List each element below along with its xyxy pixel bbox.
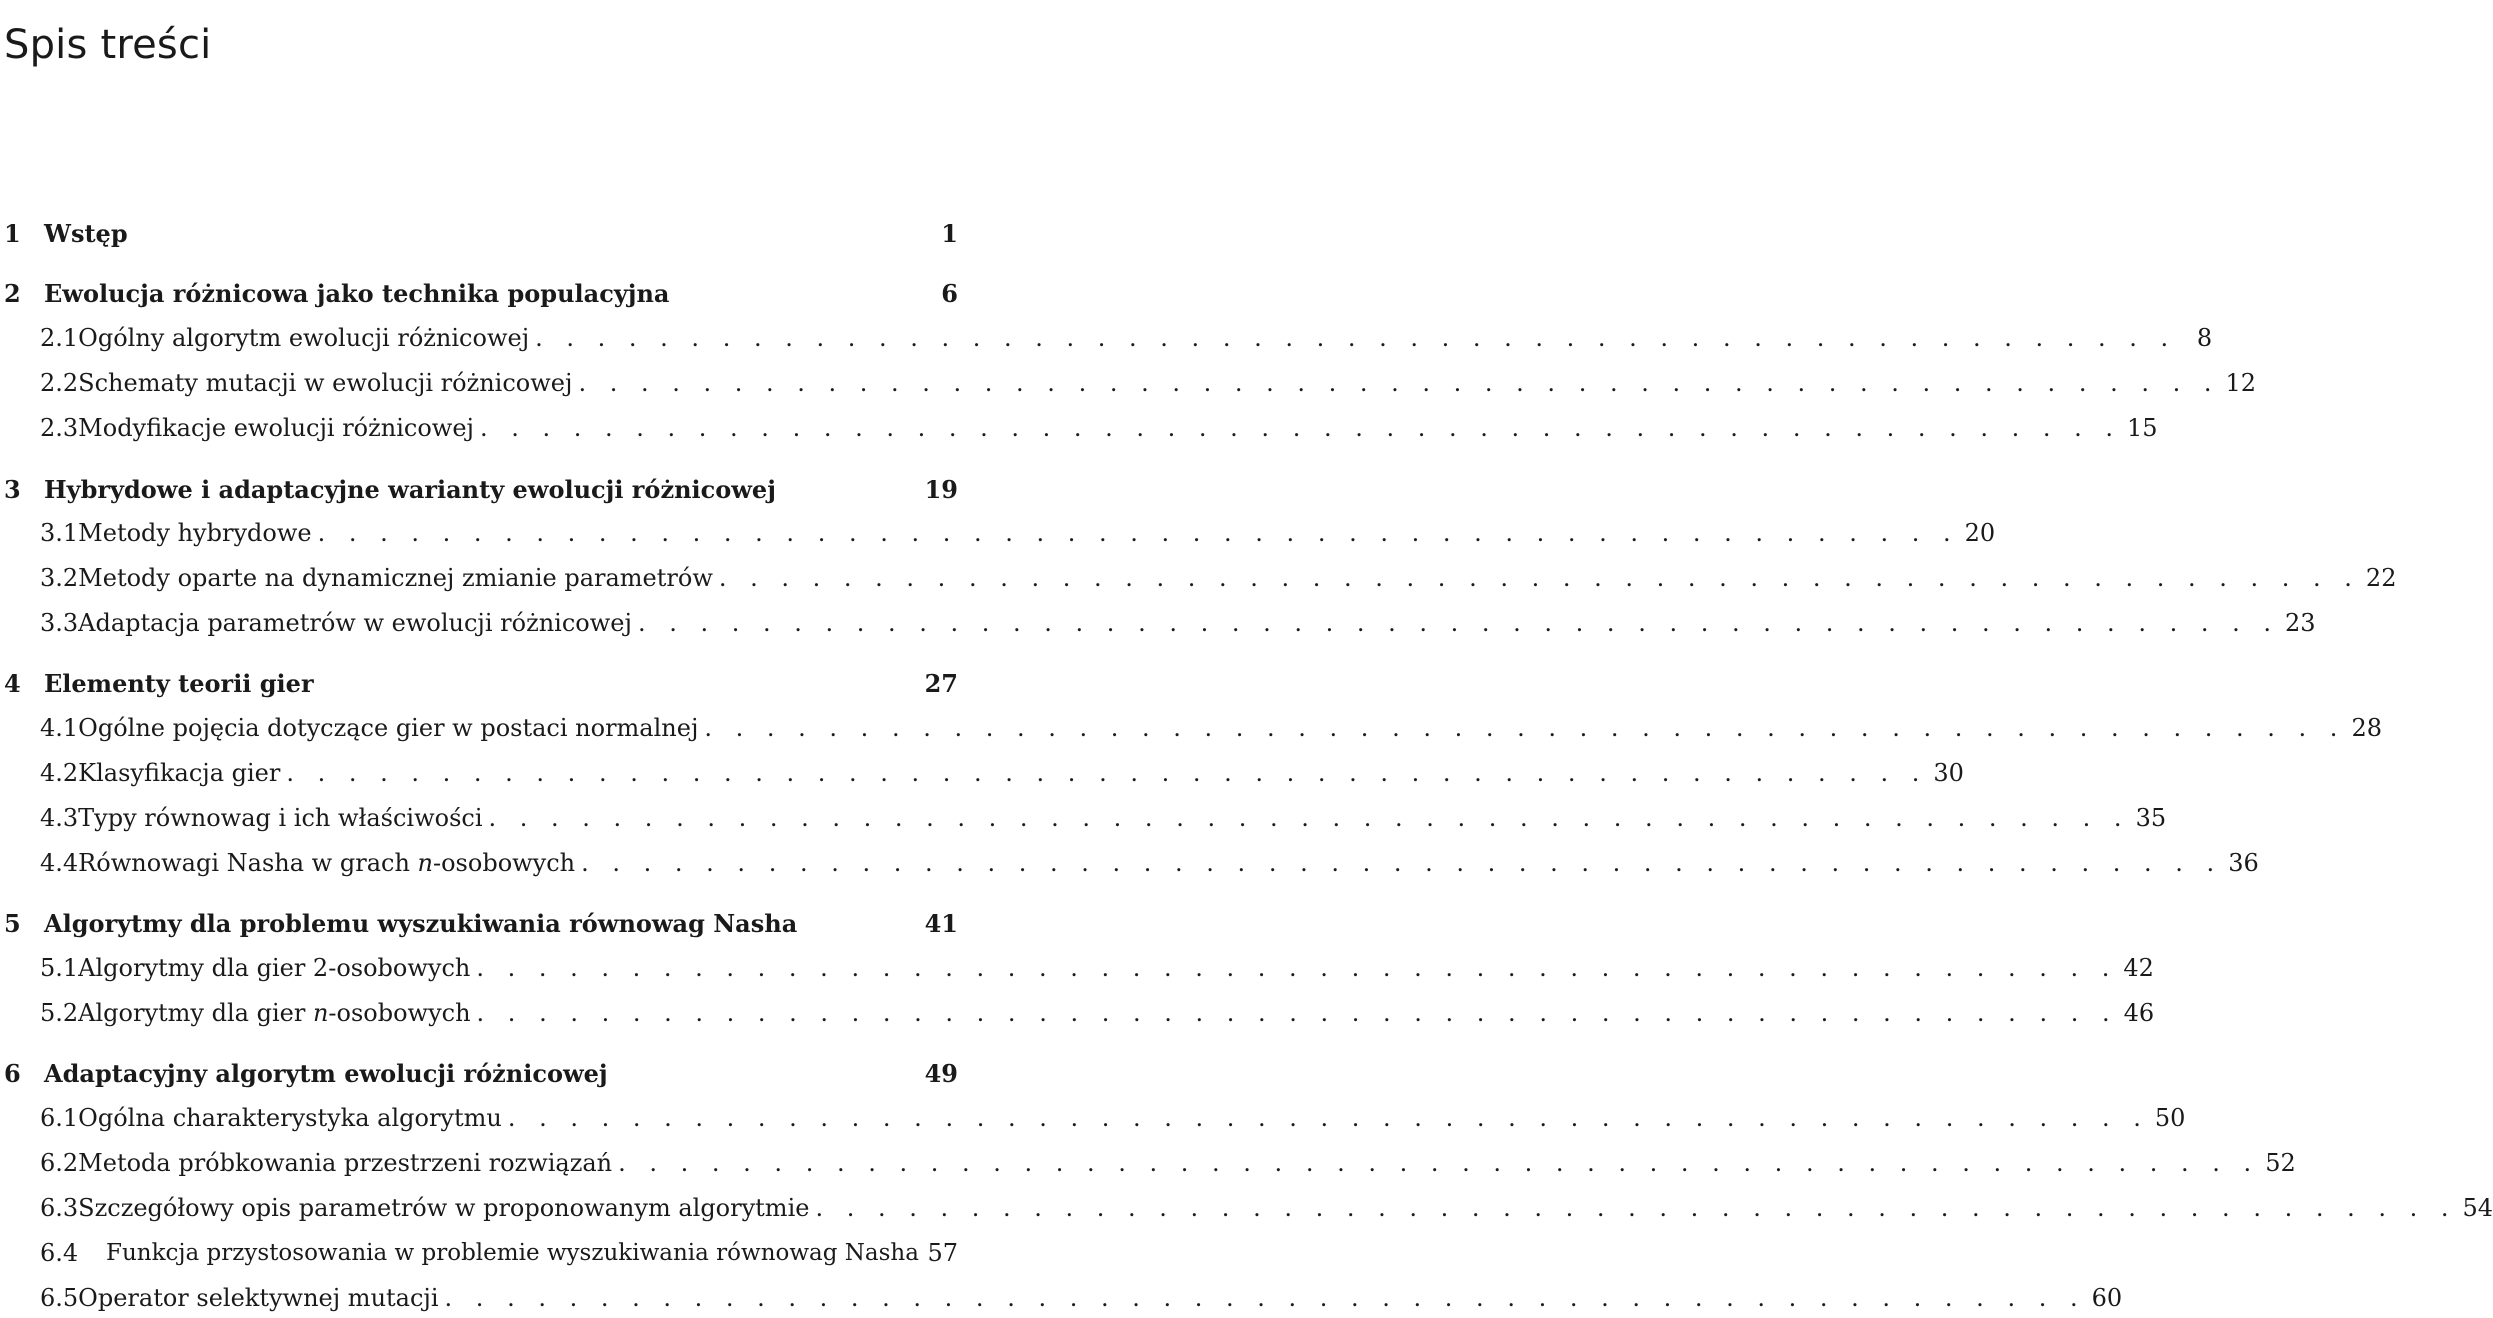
toc-section[interactable] (0, 318, 2213, 358)
toc-chapter[interactable] (0, 273, 958, 313)
entry-title: Operator selektywnej mutacji (78, 1284, 439, 1312)
entry-number: 2 (4, 278, 21, 308)
dot-leader: . . . . . . . . . . . . . . . . . . . . . . . . . . . . . . . . . . . . . . . . . . . . . . . . . . . . . (286, 759, 1928, 787)
entry-number: 6.3 (40, 1194, 79, 1222)
entry-title: Metoda próbkowania przestrzeni rozwiązań (78, 1149, 613, 1177)
dot-leader: . . . . . . . . . . . . . . . . . . . . . . . . . . . . . . . . . . . . . . . . . . . . . . . . . . . . . (476, 954, 2118, 982)
entry-page: 19 (924, 474, 958, 504)
entry-page: 23 (2284, 609, 2316, 637)
entry-title: Hybrydowe i adaptacyjne warianty ewolucji różnicowej (44, 474, 776, 504)
entry-number: 4.1 (40, 714, 79, 742)
dot-leader: . . . . . . . . . . . . . . . . . . . . . . . . . . . . . . . . . . . . . . . . . . . . . . . . . . . . . (815, 1194, 2457, 1222)
toc-section[interactable] (0, 708, 2382, 748)
dot-leader: . . . . . . . . . . . . . . . . . . . . . . . . . . . . . . . . . . . . . . . . . . . . . . . . . . . . . (476, 999, 2118, 1027)
dot-leader: . . . . . . . . . . . . . . . . . . . . . . . . . . . . . . . . . . . . . . . . . . . . . . . . . . . . . (704, 714, 2346, 742)
entry-number: 6.1 (40, 1104, 79, 1132)
toc-section[interactable] (0, 363, 2257, 403)
entry-number: 3.3 (40, 609, 79, 637)
toc-section[interactable] (0, 1188, 2493, 1228)
entry-page: 57 (927, 1239, 958, 1267)
toc-chapter[interactable] (0, 663, 958, 703)
entry-page: 22 (2365, 564, 2397, 592)
entry-title: Metody oparte na dynamicznej zmianie parametrów (78, 564, 713, 592)
entry-number: 6 (4, 1058, 21, 1088)
entry-page: 35 (2135, 804, 2167, 832)
entry-page: 50 (2154, 1104, 2186, 1132)
entry-title: Adaptacja parametrów w ewolucji różnicowej (78, 609, 632, 637)
entry-page: 42 (2123, 954, 2154, 982)
entry-title: Klasyfikacja gier (78, 759, 281, 787)
toc-section[interactable] (0, 993, 2155, 1033)
entry-number: 6.5 (40, 1284, 79, 1312)
entry-page: 1 (941, 218, 958, 248)
entry-number: 3 (4, 474, 21, 504)
entry-title: Metody hybrydowe (78, 519, 312, 547)
entry-title: Szczegółowy opis parametrów w proponowanym algorytmie (78, 1194, 810, 1222)
entry-page: 8 (2196, 324, 2213, 352)
toc-chapter[interactable] (0, 469, 958, 509)
toc-chapter[interactable] (0, 903, 958, 943)
toc-section[interactable] (0, 558, 2397, 598)
entry-number: 2.1 (40, 324, 79, 352)
entry-number: 6.2 (40, 1149, 79, 1177)
toc-section[interactable] (0, 408, 2158, 448)
entry-title: Schematy mutacji w ewolucji różnicowej (78, 369, 573, 397)
toc-section[interactable] (0, 1098, 2186, 1138)
entry-title: Algorytmy dla problemu wyszukiwania równowag Nasha (44, 908, 798, 938)
toc-section[interactable] (0, 513, 1996, 553)
toc-section[interactable] (0, 948, 2154, 988)
dot-leader: . . . . . . . . . . . . . . . . . . . . . . . . . . . . . . . . . . . . . . . . . . . . . . . . . . . . . (618, 1149, 2260, 1177)
entry-page: 46 (2123, 999, 2155, 1027)
entry-title: Elementy teorii gier (44, 668, 314, 698)
entry-title: Algorytmy dla gier n-osobowych (78, 999, 471, 1027)
entry-page: 52 (2265, 1149, 2296, 1177)
entry-title: Wstęp (44, 218, 128, 248)
toc-chapter[interactable] (0, 1053, 958, 1093)
dot-leader: . . . . . . . . . . . . . . . . . . . . . . . . . . . . . . . . . . . . . . . . . . . . . . . . . . . . . (718, 564, 2360, 592)
entry-number: 2.2 (40, 369, 79, 397)
dot-leader: . . . . . . . . . . . . . . . . . . . . . . . . . . . . . . . . . . . . . . . . . . . . . . . . . . . . . (637, 609, 2279, 637)
entry-page: 30 (1933, 759, 1964, 787)
entry-page: 49 (924, 1058, 958, 1088)
entry-page: 60 (2091, 1284, 2123, 1312)
entry-title: Równowagi Nasha w grach n-osobowych (78, 849, 576, 877)
entry-title: Algorytmy dla gier 2-osobowych (78, 954, 471, 982)
entry-title: Modyfikacje ewolucji różnicowej (78, 414, 474, 442)
toc-section[interactable] (0, 843, 2259, 883)
entry-title: Adaptacyjny algorytm ewolucji różnicowej (44, 1058, 608, 1088)
entry-number: 4.3 (40, 804, 79, 832)
dot-leader: . . . . . . . . . . . . . . . . . . . . . . . . . . . . . . . . . . . . . . . . . . . . . . . . . . . . . (535, 324, 2177, 352)
entry-title: Funkcja przystosowania w problemie wyszukiwania równowag Nasha (106, 1240, 919, 1266)
entry-page: 12 (2225, 369, 2257, 397)
entry-title: Ogólna charakterystyka algorytmu (78, 1104, 502, 1132)
entry-page: 36 (2228, 849, 2259, 877)
entry-number: 5.2 (40, 999, 79, 1027)
entry-page: 54 (2462, 1194, 2493, 1222)
entry-number: 2.3 (40, 414, 79, 442)
entry-page: 20 (1964, 519, 1996, 547)
entry-page: 41 (924, 908, 958, 938)
dot-leader: . . . . . . . . . . . . . . . . . . . . . . . . . . . . . . . . . . . . . . . . . . . . . . . . . . . . . (479, 414, 2122, 442)
dot-leader: . . . . . . . . . . . . . . . . . . . . . . . . . . . . . . . . . . . . . . . . . . . . . . . . . . . . . (444, 1284, 2086, 1312)
entry-number: 3.1 (40, 519, 79, 547)
entry-number: 4.2 (40, 759, 79, 787)
entry-number: 5.1 (40, 954, 79, 982)
entry-number: 5 (4, 908, 21, 938)
toc-section[interactable] (0, 1143, 2296, 1183)
entry-page: 6 (941, 278, 958, 308)
toc-section[interactable] (0, 603, 2316, 643)
toc-section[interactable] (0, 1233, 958, 1273)
entry-page: 27 (924, 668, 958, 698)
dot-leader: . . . . . . . . . . . . . . . . . . . . . . . . . . . . . . . . . . . . . . . . . . . . . . . . . . . . . (317, 519, 1959, 547)
dot-leader: . . . . . . . . . . . . . . . . . . . . . . . . . . . . . . . . . . . . . . . . . . . . . . . . . . . . . (581, 849, 2223, 877)
dot-leader: . . . . . . . . . . . . . . . . . . . . . . . . . . . . . . . . . . . . . . . . . . . . . . . . . . . . . (507, 1104, 2149, 1132)
page-title: Spis treści (4, 22, 212, 68)
toc-section[interactable] (0, 753, 1964, 793)
toc-section[interactable] (0, 1278, 2123, 1318)
entry-title: Typy równowag i ich właściwości (78, 804, 483, 832)
entry-page: 28 (2351, 714, 2382, 742)
entry-number: 1 (4, 218, 21, 248)
entry-title: Ewolucja różnicowa jako technika populacyjna (44, 278, 670, 308)
toc-chapter[interactable] (0, 213, 958, 253)
entry-title: Ogólny algorytm ewolucji różnicowej (78, 324, 530, 352)
entry-number: 4 (4, 668, 21, 698)
entry-number: 3.2 (40, 564, 79, 592)
entry-page: 15 (2127, 414, 2158, 442)
entry-number: 4.4 (40, 849, 79, 877)
entry-number: 6.4 (40, 1239, 79, 1267)
dot-leader: . . . . . . . . . . . . . . . . . . . . . . . . . . . . . . . . . . . . . . . . . . . . . . . . . . . . . (578, 369, 2220, 397)
dot-leader: . . . . . . . . . . . . . . . . . . . . . . . . . . . . . . . . . . . . . . . . . . . . . . . . . . . . . (488, 804, 2130, 832)
entry-title: Ogólne pojęcia dotyczące gier w postaci normalnej (78, 714, 699, 742)
toc-section[interactable] (0, 798, 2167, 838)
